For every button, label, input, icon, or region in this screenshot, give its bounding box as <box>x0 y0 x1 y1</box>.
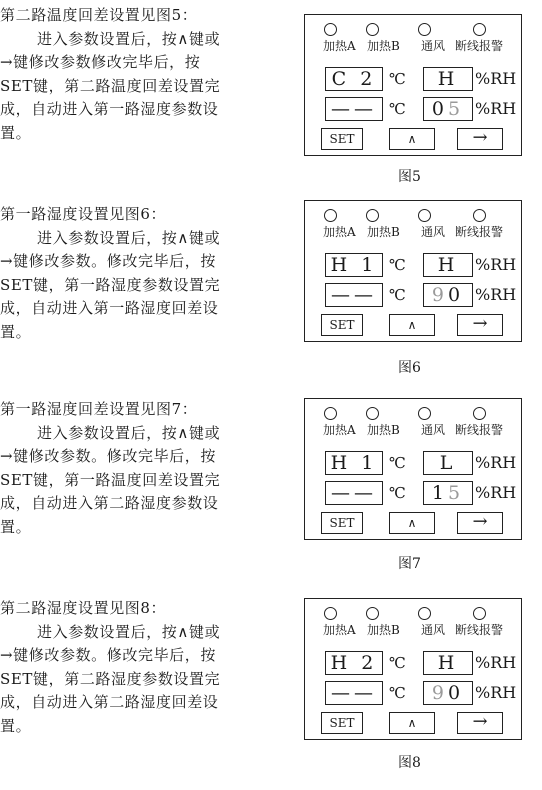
humidity-unit: %RH <box>475 69 517 88</box>
paragraph-line: →键修改参数。修改完毕后，按 <box>0 447 216 465</box>
fan-indicator-icon <box>418 607 431 620</box>
up-button[interactable]: ∧ <box>389 512 435 534</box>
set-button[interactable]: SET <box>321 314 363 336</box>
indicator-labels <box>323 421 523 437</box>
section-heading: 第二路湿度设置见图8： <box>0 599 167 617</box>
paragraph-line: 进入参数设置后，按∧键或 <box>37 228 221 247</box>
paragraph-line: SET键，第一路温度回差设置完 <box>0 470 221 489</box>
indicator-label: 加热B <box>367 39 400 53</box>
humidity-unit: %RH <box>475 255 517 274</box>
right-arrow-button[interactable]: → <box>457 512 503 534</box>
paragraph-line: 成，自动进入第一路湿度参数设 <box>0 100 219 118</box>
temp-unit: ℃ <box>389 684 406 702</box>
humidity-unit: %RH <box>475 285 517 304</box>
indicator-label: 加热B <box>367 623 400 637</box>
alarm-indicator-icon <box>473 407 486 420</box>
figure-caption: 图7 <box>398 556 421 572</box>
paragraph-line: 进入参数设置后，按∧键或 <box>37 622 221 641</box>
heater-a-indicator-icon <box>324 607 337 620</box>
paragraph-line: 置。 <box>0 517 32 536</box>
humidity-unit: %RH <box>475 683 517 702</box>
indicator-label: 通风 <box>421 39 446 53</box>
temp-unit: ℃ <box>389 484 406 502</box>
humidity-display-bottom <box>423 283 473 307</box>
humidity-display-top: H <box>423 651 473 675</box>
temp-unit: ℃ <box>389 454 406 472</box>
paragraph-line: →键修改参数。修改完毕后，按 <box>0 646 216 664</box>
temp-unit: ℃ <box>389 256 406 274</box>
up-button[interactable]: ∧ <box>389 712 435 734</box>
temp-display-bottom: —— <box>325 481 383 505</box>
humidity-display-bottom <box>423 481 473 505</box>
right-arrow-button[interactable]: → <box>457 128 503 150</box>
indicator-label: 加热A <box>323 225 356 239</box>
indicator-label: 通风 <box>421 423 446 437</box>
right-arrow-button[interactable]: → <box>457 314 503 336</box>
paragraph-line: SET键，第二路湿度参数设置完 <box>0 669 221 688</box>
heater-b-indicator-icon <box>366 407 379 420</box>
set-button[interactable]: SET <box>321 128 363 150</box>
controller-panel-fig7 <box>304 398 522 540</box>
alarm-indicator-icon <box>473 209 486 222</box>
temp-unit: ℃ <box>389 654 406 672</box>
paragraph-line: 置。 <box>0 322 32 341</box>
indicator-label: 加热A <box>323 423 356 437</box>
humidity-display-top: H <box>423 67 473 91</box>
up-button[interactable]: ∧ <box>389 314 435 336</box>
humidity-display-top: H <box>423 253 473 277</box>
fan-indicator-icon <box>418 407 431 420</box>
indicator-label: 断线报警 <box>455 225 504 239</box>
section-fig8 <box>0 597 280 738</box>
paragraph-line: 进入参数设置后，按∧键或 <box>37 423 221 442</box>
digit-bright: 0 <box>431 98 448 120</box>
temp-unit: ℃ <box>389 100 406 118</box>
section-fig6 <box>0 203 280 344</box>
paragraph-line: 成，自动进入第二路湿度回差设 <box>0 693 219 711</box>
heater-b-indicator-icon <box>366 23 379 36</box>
indicator-label: 加热B <box>367 225 400 239</box>
indicator-label: 加热A <box>323 623 356 637</box>
temp-display-top: H 2 <box>325 651 383 675</box>
fan-indicator-icon <box>418 23 431 36</box>
temp-display-top: C 2 <box>325 67 383 91</box>
indicator-label: 通风 <box>421 623 446 637</box>
temp-display-bottom: —— <box>325 97 383 121</box>
paragraph-line: →键修改参数修改完毕后，按 <box>0 53 201 71</box>
indicator-label: 断线报警 <box>455 423 504 437</box>
humidity-display-bottom <box>423 97 473 121</box>
right-arrow-button[interactable]: → <box>457 712 503 734</box>
indicator-labels <box>323 37 523 53</box>
figure-caption: 图8 <box>398 755 421 771</box>
section-heading: 第一路湿度设置见图6： <box>0 205 167 223</box>
paragraph-line: 置。 <box>0 123 32 142</box>
paragraph-line: 成，自动进入第一路湿度回差设 <box>0 299 219 317</box>
humidity-unit: %RH <box>475 453 517 472</box>
indicator-labels <box>323 223 523 239</box>
paragraph-line: 成，自动进入第二路湿度参数设 <box>0 494 219 512</box>
humidity-unit: %RH <box>475 483 517 502</box>
alarm-indicator-icon <box>473 607 486 620</box>
fan-indicator-icon <box>418 209 431 222</box>
temp-display-bottom: —— <box>325 681 383 705</box>
section-fig7 <box>0 398 280 539</box>
heater-b-indicator-icon <box>366 607 379 620</box>
indicator-label: 加热A <box>323 39 356 53</box>
indicator-label: 断线报警 <box>455 623 504 637</box>
heater-a-indicator-icon <box>324 407 337 420</box>
digit-dim: 9 <box>431 682 448 704</box>
digit-dim: 5 <box>448 98 465 120</box>
humidity-display-top: L <box>423 451 473 475</box>
paragraph-line: SET键，第二路温度回差设置完 <box>0 76 221 95</box>
section-fig5 <box>0 4 280 145</box>
digit-dim: 9 <box>431 284 448 306</box>
indicator-label: 加热B <box>367 423 400 437</box>
paragraph-line: →键修改参数。修改完毕后，按 <box>0 252 216 270</box>
paragraph-line: SET键，第一路湿度参数设置完 <box>0 275 221 294</box>
set-button[interactable]: SET <box>321 712 363 734</box>
digit-bright: 0 <box>448 284 465 306</box>
indicator-label: 通风 <box>421 225 446 239</box>
digit-bright: 1 <box>431 482 448 504</box>
figure-caption: 图6 <box>398 360 421 376</box>
up-button[interactable]: ∧ <box>389 128 435 150</box>
temp-display-top: H 1 <box>325 253 383 277</box>
controller-panel-fig8 <box>304 598 522 740</box>
paragraph-line: 进入参数设置后，按∧键或 <box>37 29 221 48</box>
temp-unit: ℃ <box>389 70 406 88</box>
humidity-unit: %RH <box>475 653 517 672</box>
paragraph-line: 置。 <box>0 716 32 735</box>
temp-display-top: H 1 <box>325 451 383 475</box>
controller-panel-fig6 <box>304 200 522 342</box>
indicator-label: 断线报警 <box>455 39 504 53</box>
controller-panel-fig5 <box>304 14 522 156</box>
heater-a-indicator-icon <box>324 23 337 36</box>
temp-display-bottom: —— <box>325 283 383 307</box>
heater-a-indicator-icon <box>324 209 337 222</box>
temp-unit: ℃ <box>389 286 406 304</box>
alarm-indicator-icon <box>473 23 486 36</box>
heater-b-indicator-icon <box>366 209 379 222</box>
figure-caption: 图5 <box>398 169 421 185</box>
section-heading: 第一路湿度回差设置见图7： <box>0 400 198 418</box>
section-heading: 第二路温度回差设置见图5： <box>0 6 198 24</box>
digit-dim: 5 <box>448 482 465 504</box>
humidity-unit: %RH <box>475 99 517 118</box>
set-button[interactable]: SET <box>321 512 363 534</box>
digit-bright: 0 <box>448 682 465 704</box>
indicator-labels <box>323 621 523 637</box>
humidity-display-bottom <box>423 681 473 705</box>
